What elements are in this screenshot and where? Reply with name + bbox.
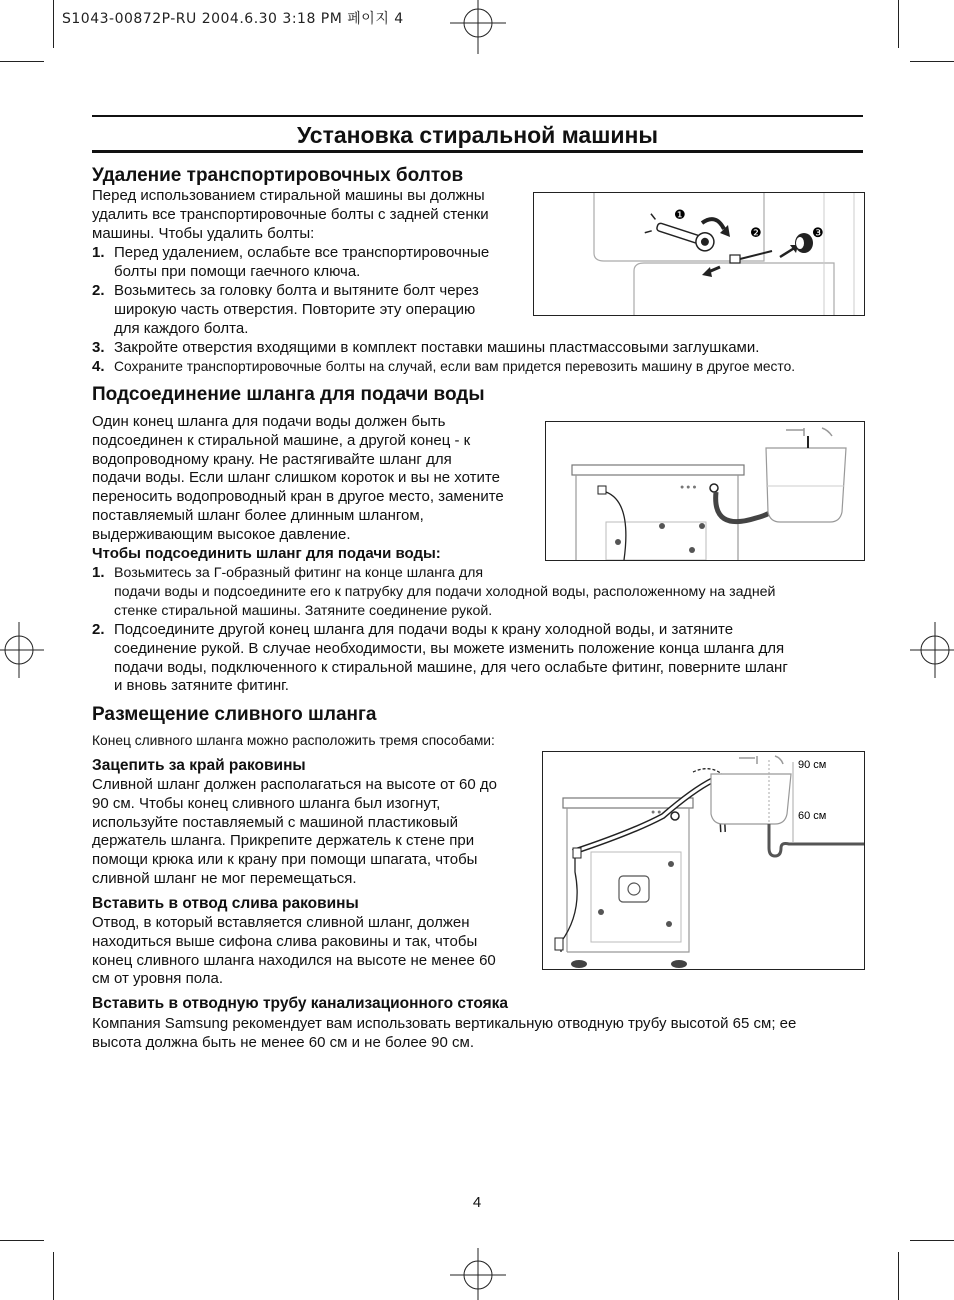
list-number: 3.: [92, 339, 105, 356]
crop-mark: [898, 0, 899, 48]
text-line: сливной шланг не мог перемещаться.: [92, 869, 357, 887]
title-rule-top: [92, 115, 863, 117]
drain-hose-illustration: [543, 752, 864, 969]
page-number: 4: [472, 1194, 482, 1211]
section-intro-drain-hose: Конец сливного шланга можно расположить тремя способами:: [92, 733, 495, 748]
text-line: Возьмитесь за головку болта и вытяните болт через: [114, 282, 479, 299]
text-line: используйте поставляемый с машиной пластиковый: [92, 813, 458, 831]
text-line: машины. Чтобы удалить болты:: [92, 224, 315, 242]
paragraph-sink-edge: [92, 776, 497, 889]
label-60cm: 60 см: [798, 810, 827, 822]
registration-mark-right: [908, 618, 954, 682]
crop-mark: [0, 1240, 44, 1241]
text-line: помощи крюка или к крану при помощи шпагата, чтобы: [92, 851, 478, 869]
svg-text:● ● ●: ● ● ●: [651, 809, 668, 816]
page-title: Установка стиральной машины: [296, 122, 659, 148]
text-line: Отвод, в который вставляется сливной шланг, должен: [92, 914, 470, 931]
subheading-drain-pipe: Вставить в отводную трубу канализационного стояка: [92, 995, 509, 1012]
text-line: переносить водопроводный кран в другое место, замените: [92, 488, 504, 506]
inlet-hose-illustration: [546, 422, 864, 560]
list-number: 2.: [92, 621, 105, 638]
list-number: 4.: [92, 358, 105, 375]
text-line: конец сливного шланга находился на высоте не менее 60: [92, 951, 496, 969]
subheading-connect-hose: Чтобы подсоединить шланг для подачи воды:: [92, 545, 441, 562]
text-line: подсоединен к стиральной машине, а другой конец - к: [92, 431, 471, 449]
crop-mark: [898, 1252, 899, 1300]
text-line: Перед использованием стиральной машины вы должны: [92, 187, 485, 204]
registration-mark-bottom: [446, 1248, 510, 1300]
section-intro-bolts: [92, 187, 489, 243]
text-line: подачи воды и подсоедините его к патрубку для подачи холодной воды, расположенному на задней: [114, 583, 776, 600]
text-line: держатель шланга. Прикрепите держатель к стене при: [92, 832, 475, 850]
transport-bolts-illustration: [534, 193, 864, 315]
section-heading-inlet-hose: Подсоединение шланга для подачи воды: [92, 384, 485, 405]
text-line: Закройте отверстия входящими в комплект поставки машины пластмассовыми заглушками.: [114, 339, 760, 356]
callout-3: ❸: [812, 226, 824, 241]
registration-mark-left: [0, 618, 46, 682]
svg-text:● ● ●: ● ● ●: [680, 484, 697, 491]
figure-drain-hose: [542, 751, 865, 970]
figure-inlet-hose: [545, 421, 865, 561]
callout-2: ❷: [750, 226, 762, 241]
text-line: соединение рукой. В случае необходимости, вы можете изменить положение конца шланга для: [114, 639, 785, 657]
text-line: выдерживающим высокое давление.: [92, 525, 351, 543]
text-line: водопроводному крану. Не растягивайте шланг для: [92, 450, 452, 468]
callout-1: ❶: [674, 208, 686, 223]
text-line: Сохраните транспортировочные болты на случай, если вам придется перевозить машину в другое место.: [114, 359, 796, 374]
text-line: стенке стиральной машины. Затяните соединение рукой.: [114, 602, 493, 619]
section-intro-inlet-hose: [92, 413, 504, 545]
figure-transport-bolts: [533, 192, 865, 316]
crop-mark: [0, 61, 44, 62]
text-line: Перед удалением, ослабьте все транспортировочные: [114, 244, 490, 261]
section-heading-bolts: Удаление транспортировочных болтов: [92, 165, 464, 186]
text-line: для каждого болта.: [114, 319, 249, 337]
text-line: высота должна быть не менее 60 см и не более 90 см.: [92, 1033, 475, 1051]
list-number: 1.: [92, 244, 105, 261]
text-line: Компания Samsung рекомендует вам использовать вертикальную отводную трубу высотой 65 см; ее: [92, 1015, 797, 1032]
text-line: подачи воды. Если шланг слишком короток и вы не хотите: [92, 469, 500, 487]
label-90cm: 90 см: [798, 759, 827, 771]
text-line: широкую часть отверстия. Повторите эту операцию: [114, 300, 476, 318]
text-line: находиться выше сифона слива раковины и так, чтобы: [92, 932, 478, 950]
list-number: 1.: [92, 564, 105, 581]
paragraph-drain-pipe: [92, 1015, 796, 1053]
section-heading-drain-hose: Размещение сливного шланга: [92, 704, 377, 725]
crop-mark: [910, 1240, 954, 1241]
text-line: Сливной шланг должен располагаться на высоте от 60 до: [92, 776, 497, 793]
text-line: Возьмитесь за Г-образный фитинг на конце шланга для: [114, 565, 484, 581]
crop-mark: [53, 0, 54, 48]
subheading-sink-edge: Зацепить за край раковины: [92, 757, 306, 774]
text-line: поставляемый шланг более длинным шлангом,: [92, 506, 424, 524]
text-line: Подсоедините другой конец шланга для подачи воды к крану холодной воды, и затяните: [114, 621, 734, 638]
paragraph-sink-drain: [92, 914, 496, 989]
registration-mark-top: [446, 0, 510, 56]
title-rule-bottom: [92, 150, 863, 153]
text-line: подачи воды, подключенного к стиральной машине, для чего ослабьте фитинг, поверните шланг: [114, 658, 788, 676]
subheading-sink-drain: Вставить в отвод слива раковины: [92, 895, 359, 912]
list-number: 2.: [92, 282, 105, 299]
text-line: 90 см. Чтобы конец сливного шланга был изогнут,: [92, 794, 441, 812]
text-line: и вновь затяните фитинг.: [114, 677, 289, 695]
print-header: S1043-00872P-RU 2004.6.30 3:18 PM 페이지 4: [62, 11, 404, 27]
text-line: Один конец шланга для подачи воды должен быть: [92, 413, 446, 430]
crop-mark: [910, 61, 954, 62]
text-line: болты при помощи гаечного ключа.: [114, 262, 361, 280]
crop-mark: [53, 1252, 54, 1300]
text-line: см от уровня пола.: [92, 970, 223, 988]
text-line: удалить все транспортировочные болты с задней стенки: [92, 205, 489, 223]
